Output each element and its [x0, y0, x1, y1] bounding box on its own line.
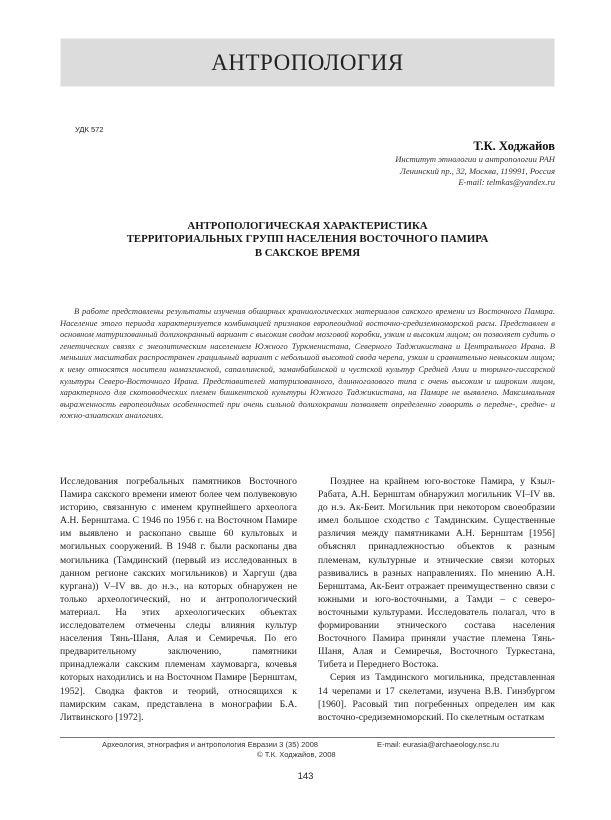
title-line: АНТРОПОЛОГИЧЕСКАЯ ХАРАКТЕРИСТИКА: [187, 220, 428, 232]
author-address: Ленинский пр., 32, Москва, 119991, Россия: [400, 165, 555, 176]
section-header-band: [60, 38, 555, 87]
author-email[interactable]: E-mail: telmkas@yandex.ru: [458, 177, 555, 187]
paragraph: Позднее на крайнем юго-востоке Памира, у Кзыл-Рабата, А.Н. Бернштам обнаружил могильник VI–IV вв. до н.э. Ак-Беит. Могильник при некотором своеобразии имел большое сходство с Тамдинским. Существенные различия между памятниками А.Н. Бернштам [1956] объяснял принадлежностью объектов к разным племенам, культурные и этнические связи которых развивались в разных направлениях. По мнению А.Н. Бернштама, Ак-Беит отражает преимущественно связи с южными и юго-восточными, а Тамди – с северо-восточными культурами. Исследователь полагал, что в формировании этнического состава населения Восточного Памира приняли участие племена Тянь-Шаня, Алая и Семиречья, Восточного Туркестана, Тибета и Переднего Востока.: [318, 476, 555, 671]
journal-email[interactable]: E-mail: eurasia@archaeology.nsc.ru: [377, 740, 499, 749]
paragraph: Серия из Тамдинского могильника, представленная 14 черепами и 17 скелетами, изучена В.В. Гинзбургом [1960]. Расовый тип погребенных определен им как восточно-средиземноморский. По скелетным остаткам: [318, 672, 555, 723]
footer-divider: [60, 737, 555, 738]
page-number: 143: [297, 771, 314, 782]
section-title: АНТРОПОЛОГИЯ: [211, 49, 404, 75]
author-name: Т.К. Ходжайов: [473, 139, 555, 153]
left-column: [60, 475, 297, 724]
right-column: [318, 475, 555, 724]
body-columns: [60, 475, 555, 724]
article-title: [60, 220, 555, 260]
author-affiliation: Институт этнологии и антропологии РАН: [395, 154, 555, 164]
copyright: © Т.К. Ходжайов, 2008: [257, 750, 336, 759]
udk-code: УДК 572: [75, 125, 104, 134]
journal-citation: Археология, этнография и антропология Евразии 3 (35) 2008: [102, 740, 319, 749]
title-line: В САКСКОЕ ВРЕМЯ: [254, 246, 361, 259]
author-block: [395, 138, 555, 189]
paragraph: Исследования погребальных памятников Восточного Памира сакского времени имеют более чем полувековую историю, связанную с именем крупнейшего археолога А.Н. Бернштама. С 1946 по 1956 г. на Восточном Памире им выявлено и раскопано свыше 60 культовых и могильных сооружений. В 1948 г. были раскопаны два могильника (Тамдинский (первый из исследованных в данном регионе сакских могильников) и Харгуш (два кургана)) V–IV вв. до н.э., на которых обнаружен не только археологический, но и антропологический материал. На этих археологических объектах исследователем отмечены следы влияния культур населения Тянь-Шаня, Алая и Семиречья. По его предварительному заключению, памятники принадлежали сакским племенам хаумоварга, кочевья которых находились и на Восточном Памире [Бернштам, 1952]. Сводка фактов и теорий, относящихся к памирским сакам, представлена в монографии Б.А. Литвинского [1972].: [60, 476, 297, 723]
title-line: ТЕРРИТОРИАЛЬНЫХ ГРУПП НАСЕЛЕНИЯ ВОСТОЧНОГО ПАМИРА: [126, 233, 489, 246]
abstract: В работе представлены результаты изучения обширных краниологических материалов сакского времени из Восточного Памира. Население этого периода характеризуется комбинацией признаков европеоидной восточно-средиземноморской расы. Представлен в основном матуризованный долихокранный вариант с высоким сводом мозговой коробки, узким и высоким лицом; он позволяет судить о генетических связях с энеолитическим населением Южного Туркменистана, Северного Таджикистана и Центрального Ирана. В меньших масштабах распространен грацильный вариант с небольшой высотой свода черепа, узким и сравнительно невысоким лицом; к нему относятся носители намазгинской, сапаллинской, заманбабинской и чустской культур Средней Азии и тюринго-гиссарской культуры Северо-Восточного Ирана. Представителей матуризованного, длинноголового типа с очень высоким и широким лицом, характерного для скотоводческих племен бишкентской культуры Южного Таджикистана, на Памире не выявлено. Максимальная выраженность европеоидных особенностей при очень сильной долихокрании позволяет определенно говорить о передне-, средне- и южно-азиатских аналогиях.: [60, 306, 555, 421]
